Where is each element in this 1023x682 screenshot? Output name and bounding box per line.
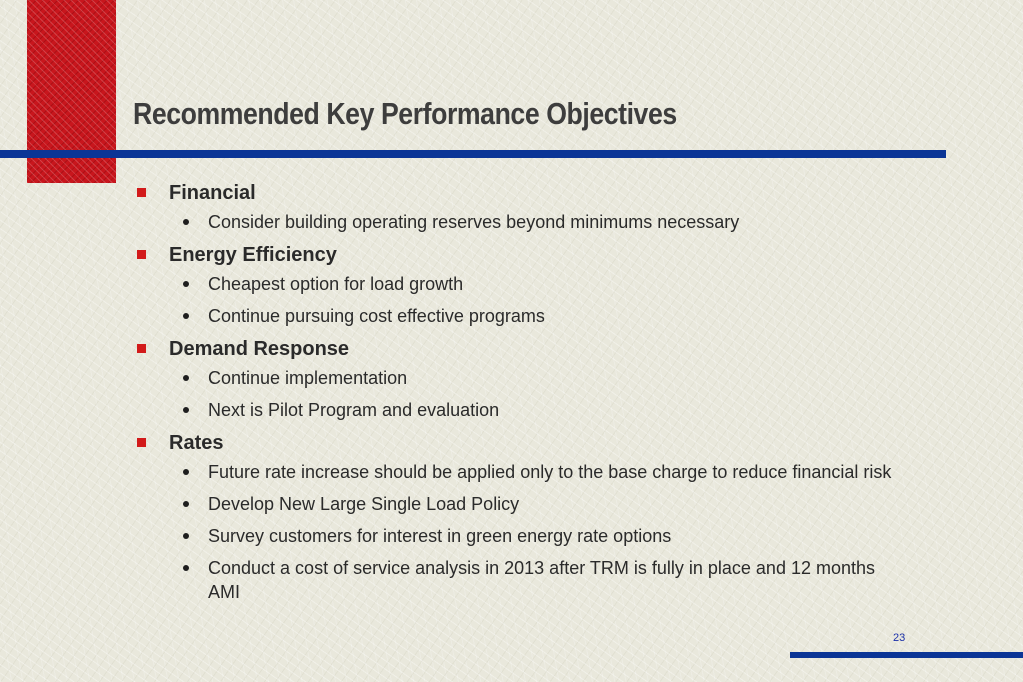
list-item [133, 492, 903, 516]
section-heading-text: Energy Efficiency [169, 244, 337, 266]
list-item [133, 524, 903, 548]
section-heading [133, 180, 903, 206]
section-heading [133, 336, 903, 362]
list-item [133, 398, 903, 422]
square-bullet-icon [137, 438, 146, 447]
section-heading [133, 242, 903, 268]
dot-bullet-icon [183, 219, 189, 225]
section-energy-efficiency [133, 242, 903, 328]
section-heading-text: Financial [169, 182, 256, 204]
list-item [133, 272, 903, 296]
dot-bullet-icon [183, 565, 189, 571]
dot-bullet-icon [183, 375, 189, 381]
list-item-text: Survey customers for interest in green energy rate options [208, 526, 672, 546]
dot-bullet-icon [183, 313, 189, 319]
list-item [133, 366, 903, 390]
section-heading-text: Rates [169, 432, 224, 454]
section-rates [133, 430, 903, 604]
section-heading-text: Demand Response [169, 338, 350, 360]
section-financial [133, 180, 903, 234]
square-bullet-icon [137, 344, 146, 353]
bullet-list [133, 272, 903, 328]
list-item [133, 304, 903, 328]
list-item-text: Consider building operating reserves beyond minimums necessary [208, 212, 740, 232]
bullet-list [133, 366, 903, 422]
bullet-list [133, 460, 903, 604]
dot-bullet-icon [183, 469, 189, 475]
title-divider [0, 150, 946, 158]
list-item [133, 556, 903, 604]
slide-content [133, 180, 903, 612]
section-heading [133, 430, 903, 456]
dot-bullet-icon [183, 407, 189, 413]
list-item [133, 210, 903, 234]
list-item-text: Conduct a cost of service analysis in 2013 after TRM is fully in place and 12 months AMI [208, 558, 876, 602]
slide-title: Recommended Key Performance Objectives [133, 96, 677, 131]
list-item-text: Cheapest option for load growth [208, 274, 464, 294]
page-number: 23 [893, 632, 906, 644]
dot-bullet-icon [183, 501, 189, 507]
list-item-text: Future rate increase should be applied only to the base charge to reduce financial risk [208, 462, 892, 482]
list-item-text: Next is Pilot Program and evaluation [208, 400, 500, 420]
list-item [133, 460, 903, 484]
list-item-text: Continue pursuing cost effective programs [208, 306, 545, 326]
list-item-text: Continue implementation [208, 368, 408, 388]
dot-bullet-icon [183, 533, 189, 539]
section-demand-response [133, 336, 903, 422]
footer-divider [790, 652, 1023, 658]
square-bullet-icon [137, 250, 146, 259]
bullet-list [133, 210, 903, 234]
dot-bullet-icon [183, 281, 189, 287]
list-item-text: Develop New Large Single Load Policy [208, 494, 520, 514]
square-bullet-icon [137, 188, 146, 197]
